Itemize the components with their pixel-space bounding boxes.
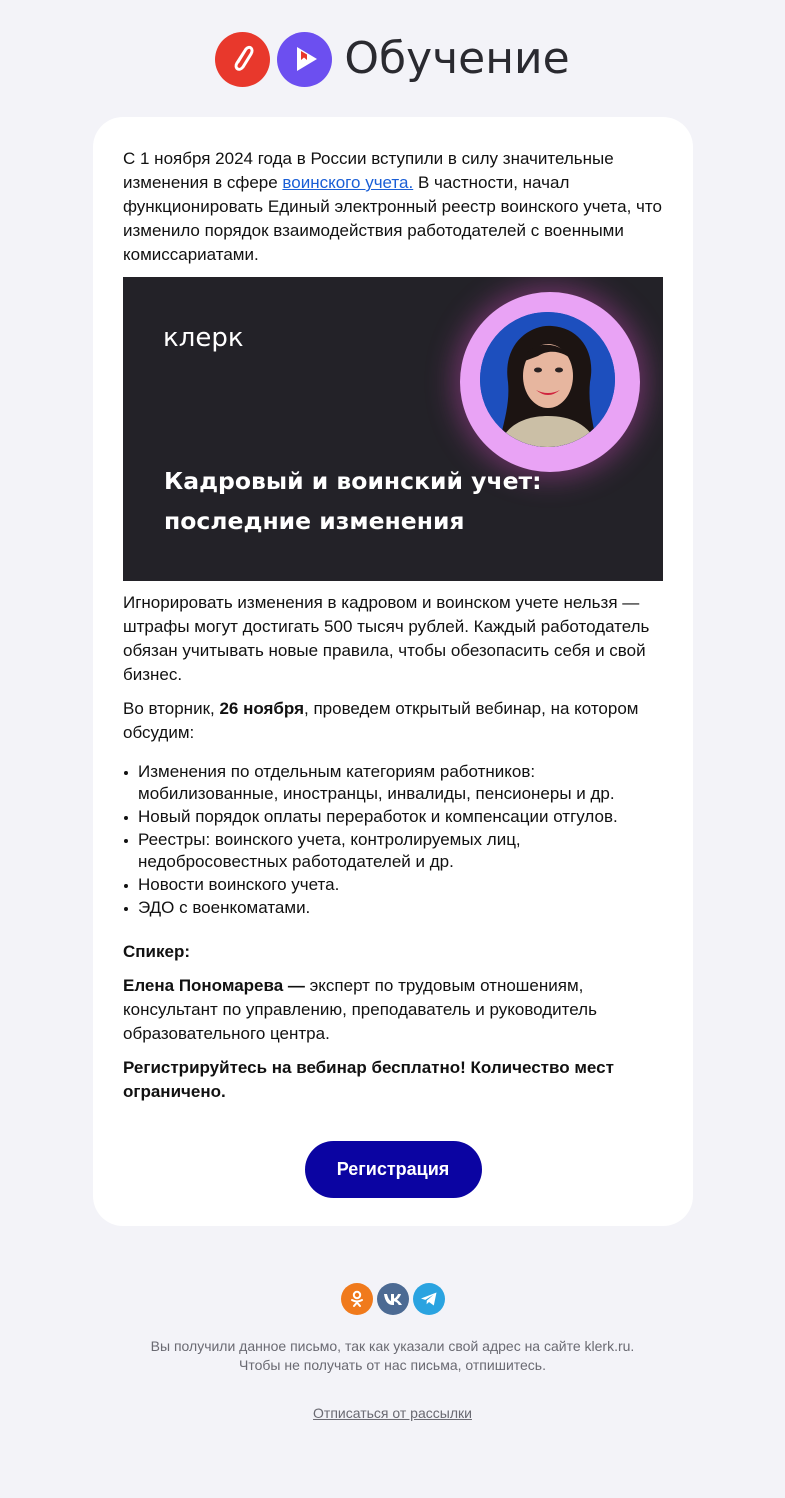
fines-paragraph: Игнорировать изменения в кадровом и воинском учете нельзя — штрафы могут достигать 500 тысяч рублей. Каждый работодатель обязан учитывать новые правила, чтобы обезопасить себя и свой бизнес. xyxy=(123,593,650,684)
banner-title: Кадровый и воинский учет: последние изменения xyxy=(164,467,542,535)
list-item: Реестры: воинского учета, контролируемых лиц, недобросовестных работодателей и др. xyxy=(123,829,663,873)
odnoklassniki-icon[interactable] xyxy=(341,1283,373,1315)
telegram-icon[interactable] xyxy=(413,1283,445,1315)
vk-icon[interactable] xyxy=(377,1283,409,1315)
webinar-paragraph: Во вторник, 26 ноября, проведем открытый вебинар, на котором обсудим: xyxy=(123,699,639,742)
speaker-heading: Спикер: xyxy=(123,942,191,961)
list-item: Новости воинского учета. xyxy=(123,874,663,896)
speaker-bio: Елена Пономарева — эксперт по трудовым отношениям, консультант по управлению, преподаватель и руководитель образовательного центра. xyxy=(123,976,597,1043)
unsubscribe-link[interactable]: Отписаться от рассылки xyxy=(313,1405,472,1421)
social-links xyxy=(0,1283,785,1315)
list-item: ЭДО с военкоматами. xyxy=(123,897,663,919)
speaker-photo xyxy=(480,312,615,447)
klerk-banner-logo xyxy=(163,321,253,362)
webinar-banner[interactable] xyxy=(123,277,663,581)
klerk-clip-logo xyxy=(215,32,270,87)
play-logo xyxy=(277,32,332,87)
list-item: Изменения по отдельным категориям работников: мобилизованные, иностранцы, инвалиды, пенсионеры и др. xyxy=(123,761,663,805)
topics-list xyxy=(123,761,663,919)
content-card xyxy=(93,117,693,1226)
svg-text:клерк: клерк xyxy=(163,323,244,353)
speaker-photo-ring xyxy=(460,292,640,472)
brand-title: Обучение xyxy=(344,33,570,84)
intro-paragraph: С 1 ноября 2024 года в России вступили в силу значительные изменения в сфере воинского учета. В частности, начал функционировать Единый электронный реестр воинского учета, что изменило порядок взаимодействия работодателей с военными комиссариатами. xyxy=(123,149,662,264)
email-header xyxy=(0,30,785,88)
military-registration-link[interactable]: воинского учета. xyxy=(282,173,414,192)
list-item: Новый порядок оплаты переработок и компенсации отгулов. xyxy=(123,806,663,828)
footer-note: Вы получили данное письмо, так как указали свой адрес на сайте klerk.ru. Чтобы не получать от нас письма, отпишитесь. xyxy=(150,1338,635,1373)
unsubscribe-area xyxy=(0,1405,785,1421)
cta-text: Регистрируйтесь на вебинар бесплатно! Количество мест ограничено. xyxy=(123,1058,614,1101)
register-button[interactable]: Регистрация xyxy=(305,1141,482,1198)
